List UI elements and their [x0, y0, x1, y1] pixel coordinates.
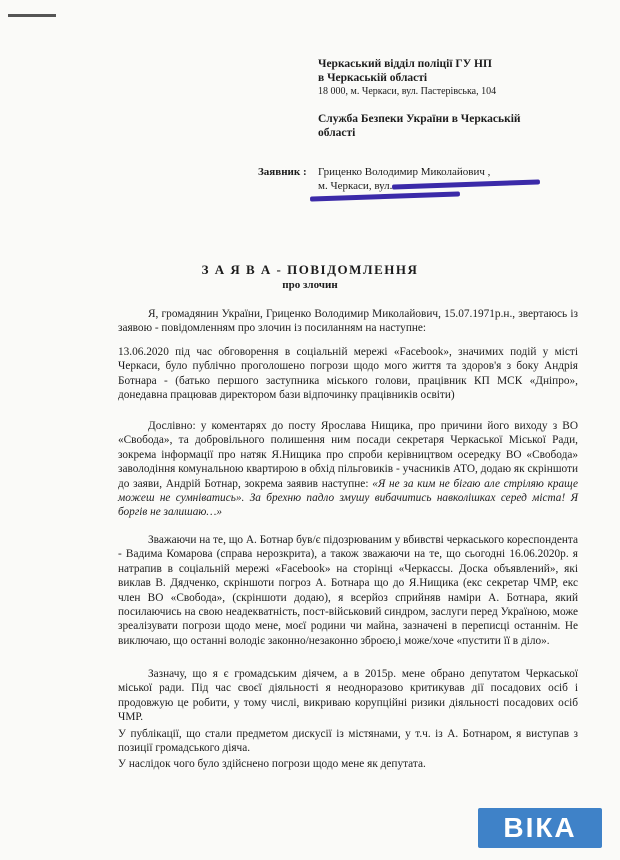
redaction-mark-1 — [392, 179, 540, 189]
paragraph-intro — [118, 307, 578, 336]
paragraph-context — [118, 533, 578, 648]
document-subtitle: про злочин — [282, 279, 338, 291]
sbu-address-block — [318, 112, 598, 140]
sbu-name-line1: Служба Безпеки України в Черкаській — [318, 113, 521, 125]
paragraph-consequence — [118, 757, 578, 771]
applicant-label: Заявник : — [258, 166, 307, 178]
police-address-block — [318, 57, 598, 99]
paragraph-publications-text: У публікації, що стали предметом дискусії із містянами, у т.ч. із А. Ботнаром, я виступав з позиції громадського діяча. — [118, 728, 578, 755]
scan-mark — [8, 14, 56, 17]
paragraph-event-text: 13.06.2020 під час обговорення в соціальній мережі «Facebook», значимих подій у місті Черкаси, було публічно проголошено погрози щодо мого життя та здоров'я з боку Андрія Ботнара - (батько першого заступника міського голови, працівник КП МСК «Дніпро», донедавна працював директором бази відпочинку працівників освіти) — [118, 346, 578, 402]
police-name-line2: в Черкаській області — [318, 72, 428, 84]
paragraph-deputy — [118, 667, 578, 725]
paragraph-context-text: Зважаючи на те, що А. Ботнар був/є підозрюваним у вбивстві черкаського кореспондента - Вадима Комарова (справа нерозкрита), а також зважаючи на те, що сьогодні 16.06.2020р. я натрапив в соціальній мережі «Facebook» на сторінці «Черкассы. Доска объявлений», які виклав В. Дядченко, скріншоти погроз А. Ботнара що до Я.Нищика (екс секретар ЧМР, екс член ВО «Свобода», (скріншоти додаю), я всерйоз сприйняв наміри А. Ботнара, який посилаючись на свою неадекватність, пост-військовий синдром, заслуги перед Україною, може зреалізувати погрози щодо мене, моєї родини чи майна, зазначені в переписці останнім. Не виключаю, що останні володіє законно/незаконно зброєю,і може/хоче «пустити її в діло». — [118, 534, 579, 647]
document-title: З А Я В А - ПОВІДОМЛЕННЯ — [201, 262, 419, 277]
paragraph-quote-text: Дослівно: у коментарях до посту Ярослава Нищика, про причини його виходу з ВО «Свобода», та добровільного полишення ним посади секретаря Черкаської Міської Ради, зокрема інформації про натяк Я.Нищика про спроби керівництвом осередку ВО «Свобода» заволодіння комунальною квартирою в обхід пільговиків - учасників АТО, додаю як скріншоти до заяви, Андрій Ботнар, зокрема заявив наступне: — [118, 420, 578, 490]
threat-quote: «Я не за ким не бігаю але стріляю краще можеш не сумніватись». За брехню падло змушу вибачитись навколішках серед міста! Я боргів не залишаю…» — [118, 477, 578, 519]
police-name-line1: Черкаський відділ поліції ГУ НП — [318, 58, 492, 70]
applicant-name: Гриценко Володимир Миколайович , — [318, 166, 491, 178]
applicant-city: м. Черкаси, вул. — [318, 180, 393, 192]
paragraph-quote — [118, 419, 578, 520]
sbu-name-line2: області — [318, 127, 356, 139]
paragraph-intro-text: Я, громадянин України, Гриценко Володимир Миколайович, 15.07.1971р.н., звертаюсь із заявою - повідомленням про злочин із посиланням на наступне: — [118, 308, 578, 335]
paragraph-publications — [118, 727, 578, 756]
police-street-address: 18 000, м. Черкаси, вул. Пастерівська, 104 — [318, 86, 497, 97]
vika-logo: ВІКА — [478, 808, 602, 848]
paragraph-event — [118, 345, 578, 403]
applicant-block — [258, 165, 491, 192]
paragraph-consequence-text: У наслідок чого було здійснено погрози щодо мене як депутата. — [118, 758, 426, 770]
paragraph-deputy-text: Зазначу, що я є громадським діячем, а в 2015р. мене обрано депутатом Черкаської міської ради. Під час своєї діяльності я неодноразово критикував дії посадових осіб і продовжую це робити, у тому числі, викриваю корупційні ризики діяльності посадових осіб ЧМР. — [118, 668, 578, 724]
